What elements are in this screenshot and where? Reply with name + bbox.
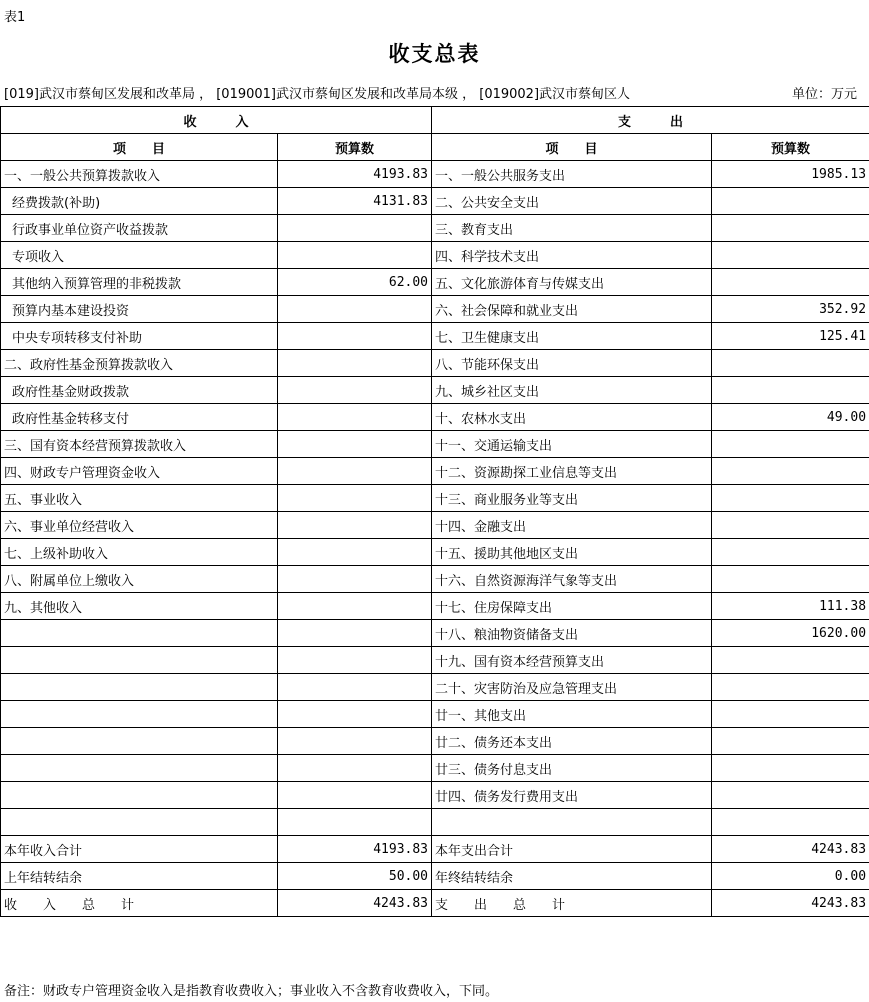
income-item-cell: 九、其他收入	[1, 593, 278, 620]
expense-section-header: 支 出	[432, 107, 869, 134]
expense-budget-cell: 1620.00	[712, 620, 869, 647]
expense-budget-cell	[712, 539, 869, 566]
income-budget-cell: 4193.83	[278, 161, 432, 188]
table-row	[1, 863, 869, 890]
table-row	[1, 566, 869, 593]
income-budget-header: 预算数	[278, 134, 432, 161]
expense-budget-cell	[712, 269, 869, 296]
budget-table	[0, 106, 869, 917]
expense-budget-cell	[712, 242, 869, 269]
table-row	[1, 404, 869, 431]
table-row	[1, 458, 869, 485]
expense-item-cell: 十八、粮油物资储备支出	[432, 620, 712, 647]
income-budget-cell	[278, 458, 432, 485]
table-row	[1, 512, 869, 539]
table-row	[1, 350, 869, 377]
table-row	[1, 215, 869, 242]
expense-budget-cell	[712, 431, 869, 458]
income-budget-cell	[278, 431, 432, 458]
income-item-cell: 上年结转结余	[1, 863, 278, 890]
income-item-cell: 二、政府性基金预算拨款收入	[1, 350, 278, 377]
table-body	[1, 161, 869, 917]
income-item-cell	[1, 701, 278, 728]
expense-budget-cell	[712, 647, 869, 674]
income-budget-cell	[278, 593, 432, 620]
income-item-cell	[1, 809, 278, 836]
organization-line: [019]武汉市蔡甸区发展和改革局 ， [019001]武汉市蔡甸区发展和改革局本级 ， [019002]武汉市蔡甸区人	[4, 87, 631, 102]
income-budget-cell	[278, 620, 432, 647]
unit-label: 单位：万元	[792, 87, 858, 102]
table-row	[1, 836, 869, 863]
section-header-row	[1, 107, 869, 134]
expense-budget-cell	[712, 458, 869, 485]
table-row	[1, 323, 869, 350]
table-row	[1, 674, 869, 701]
income-item-cell: 其他纳入预算管理的非税拨款	[1, 269, 278, 296]
expense-budget-cell: 352.92	[712, 296, 869, 323]
expense-item-cell: 十、农林水支出	[432, 404, 712, 431]
table-row	[1, 539, 869, 566]
expense-item-cell: 廿三、债务付息支出	[432, 755, 712, 782]
expense-budget-cell	[712, 485, 869, 512]
expense-item-cell: 十二、资源勘探工业信息等支出	[432, 458, 712, 485]
expense-budget-cell	[712, 566, 869, 593]
income-item-cell	[1, 755, 278, 782]
table-row	[1, 782, 869, 809]
expense-budget-cell	[712, 377, 869, 404]
income-item-cell	[1, 728, 278, 755]
table-row	[1, 242, 869, 269]
expense-budget-cell: 111.38	[712, 593, 869, 620]
table-row	[1, 701, 869, 728]
table-row	[1, 485, 869, 512]
income-item-cell	[1, 674, 278, 701]
income-budget-cell: 4131.83	[278, 188, 432, 215]
expense-item-cell: 廿四、债务发行费用支出	[432, 782, 712, 809]
expense-budget-header: 预算数	[712, 134, 869, 161]
income-item-cell: 政府性基金转移支付	[1, 404, 278, 431]
income-item-cell: 专项收入	[1, 242, 278, 269]
expense-budget-cell	[712, 674, 869, 701]
expense-budget-cell: 125.41	[712, 323, 869, 350]
income-budget-cell	[278, 782, 432, 809]
income-budget-cell	[278, 323, 432, 350]
income-item-cell: 三、国有资本经营预算拨款收入	[1, 431, 278, 458]
income-budget-cell	[278, 296, 432, 323]
income-item-cell: 预算内基本建设投资	[1, 296, 278, 323]
expense-budget-cell: 4243.83	[712, 890, 869, 917]
income-budget-cell	[278, 701, 432, 728]
income-budget-cell: 50.00	[278, 863, 432, 890]
table-row	[1, 431, 869, 458]
expense-item-cell: 廿二、债务还本支出	[432, 728, 712, 755]
income-item-cell: 五、事业收入	[1, 485, 278, 512]
expense-budget-cell	[712, 701, 869, 728]
income-budget-cell: 62.00	[278, 269, 432, 296]
expense-budget-cell	[712, 188, 869, 215]
income-budget-cell	[278, 350, 432, 377]
expense-budget-cell: 49.00	[712, 404, 869, 431]
expense-item-cell: 九、城乡社区支出	[432, 377, 712, 404]
income-budget-cell	[278, 215, 432, 242]
expense-item-cell: 二十、灾害防治及应急管理支出	[432, 674, 712, 701]
income-budget-cell	[278, 485, 432, 512]
income-item-cell	[1, 620, 278, 647]
table-row	[1, 755, 869, 782]
expense-item-cell	[432, 809, 712, 836]
expense-budget-cell	[712, 728, 869, 755]
table-row	[1, 620, 869, 647]
table-row	[1, 728, 869, 755]
income-item-cell: 收 入 总 计	[1, 890, 278, 917]
income-item-cell: 八、附属单位上缴收入	[1, 566, 278, 593]
table-row	[1, 377, 869, 404]
expense-item-cell: 五、文化旅游体育与传媒支出	[432, 269, 712, 296]
expense-item-cell: 二、公共安全支出	[432, 188, 712, 215]
expense-item-cell: 七、卫生健康支出	[432, 323, 712, 350]
expense-budget-cell: 4243.83	[712, 836, 869, 863]
income-item-cell: 七、上级补助收入	[1, 539, 278, 566]
expense-item-cell: 三、教育支出	[432, 215, 712, 242]
table-row	[1, 296, 869, 323]
income-budget-cell	[278, 512, 432, 539]
income-budget-cell	[278, 728, 432, 755]
expense-budget-cell	[712, 215, 869, 242]
expense-item-cell: 四、科学技术支出	[432, 242, 712, 269]
income-item-cell: 四、财政专户管理资金收入	[1, 458, 278, 485]
expense-item-cell: 十三、商业服务业等支出	[432, 485, 712, 512]
expense-item-cell: 十六、自然资源海洋气象等支出	[432, 566, 712, 593]
page-title: 收支总表	[388, 42, 481, 66]
income-item-cell: 行政事业单位资产收益拨款	[1, 215, 278, 242]
income-item-cell: 政府性基金财政拨款	[1, 377, 278, 404]
income-budget-cell	[278, 566, 432, 593]
expense-item-cell: 廿一、其他支出	[432, 701, 712, 728]
table-row	[1, 593, 869, 620]
income-item-cell: 本年收入合计	[1, 836, 278, 863]
expense-budget-cell	[712, 809, 869, 836]
income-budget-cell	[278, 377, 432, 404]
income-item-cell: 六、事业单位经营收入	[1, 512, 278, 539]
income-item-cell: 经费拨款(补助)	[1, 188, 278, 215]
income-budget-cell	[278, 647, 432, 674]
table-row	[1, 809, 869, 836]
footnote: 备注：财政专户管理资金收入是指教育收费收入；事业收入不含教育收费收入，下同。	[4, 984, 499, 999]
expense-budget-cell	[712, 755, 869, 782]
expense-item-cell: 一、一般公共服务支出	[432, 161, 712, 188]
expense-budget-cell	[712, 782, 869, 809]
income-item-cell	[1, 782, 278, 809]
income-budget-cell: 4243.83	[278, 890, 432, 917]
income-budget-cell	[278, 539, 432, 566]
expense-item-cell: 十五、援助其他地区支出	[432, 539, 712, 566]
income-budget-cell	[278, 755, 432, 782]
income-budget-cell	[278, 674, 432, 701]
income-item-cell: 中央专项转移支付补助	[1, 323, 278, 350]
column-header-row	[1, 134, 869, 161]
table-label: 表1	[4, 10, 26, 25]
expense-item-cell: 十四、金融支出	[432, 512, 712, 539]
table-row	[1, 188, 869, 215]
expense-item-header: 项 目	[432, 134, 712, 161]
income-budget-cell	[278, 404, 432, 431]
expense-budget-cell	[712, 350, 869, 377]
expense-item-cell: 年终结转结余	[432, 863, 712, 890]
table-row	[1, 890, 869, 917]
income-budget-cell	[278, 809, 432, 836]
expense-item-cell: 八、节能环保支出	[432, 350, 712, 377]
expense-item-cell: 十一、交通运输支出	[432, 431, 712, 458]
expense-item-cell: 六、社会保障和就业支出	[432, 296, 712, 323]
income-budget-cell: 4193.83	[278, 836, 432, 863]
expense-item-cell: 本年支出合计	[432, 836, 712, 863]
income-section-header: 收 入	[1, 107, 432, 134]
income-item-cell	[1, 647, 278, 674]
income-budget-cell	[278, 242, 432, 269]
table-row	[1, 161, 869, 188]
expense-item-cell: 支 出 总 计	[432, 890, 712, 917]
income-item-cell: 一、一般公共预算拨款收入	[1, 161, 278, 188]
table-row	[1, 269, 869, 296]
income-item-header: 项 目	[1, 134, 278, 161]
expense-budget-cell: 0.00	[712, 863, 869, 890]
expense-budget-cell: 1985.13	[712, 161, 869, 188]
expense-budget-cell	[712, 512, 869, 539]
table-row	[1, 647, 869, 674]
expense-item-cell: 十九、国有资本经营预算支出	[432, 647, 712, 674]
expense-item-cell: 十七、住房保障支出	[432, 593, 712, 620]
